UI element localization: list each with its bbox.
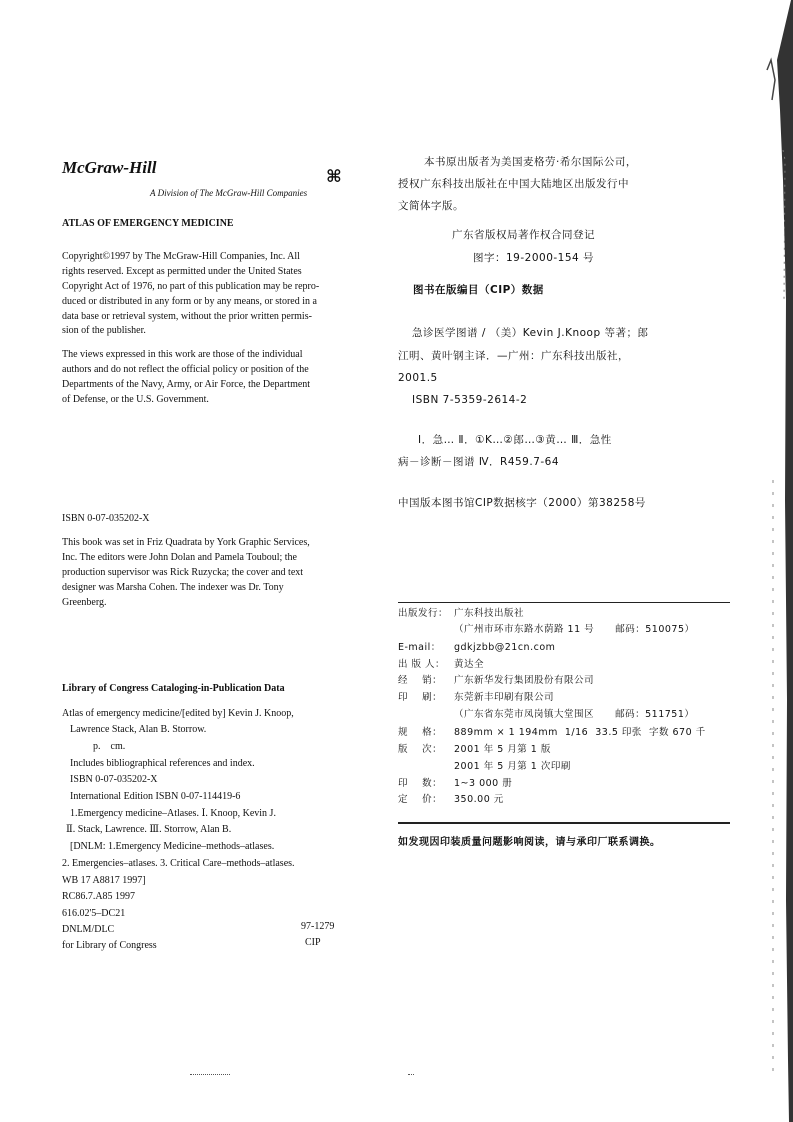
cn-cip-line: ISBN 7-5359-2614-2 [412, 394, 528, 406]
credits-line: designer was Marsha Cohen. The indexer was Dr. Tony [62, 582, 284, 593]
imprint-label: E-mail： [398, 642, 441, 653]
registration-line: 广东省版权局著作权合同登记 [452, 229, 595, 241]
imprint-label: 规 格： [398, 727, 443, 738]
cn-cip-line: 2001.5 [398, 372, 438, 384]
cip-line: Ⅱ. Stack, Lawrence. Ⅲ. Storrow, Alan B. [66, 824, 232, 835]
cip-number-line: 中国版本图书馆CIP数据核字（2000）第38258号 [398, 497, 646, 509]
imprint-value: 2001 年 5 月第 1 次印刷 [454, 761, 571, 772]
cn-cip-line: 江明、黄叶钢主译．—广州：广东科技出版社， [398, 350, 629, 362]
imprint-value: 889mm × 1 194mm 1/16 33.5 印张 字数 670 千 [454, 727, 706, 738]
cn-cip-heading: 图书在版编目（CIP）数据 [413, 284, 544, 296]
credits-line: production supervisor was Rick Ruzycka; the cover and text [62, 567, 304, 578]
cip-line: Includes bibliographical references and index. [70, 758, 255, 769]
imprint-label: 出 版 人： [398, 659, 446, 670]
copyright-line: duced or distributed in any form or by any means, or stored in a [62, 296, 317, 307]
cip-line: WB 17 A8817 1997] [62, 875, 146, 886]
cip-heading: Library of Congress Cataloging-in-Publication Data [62, 683, 285, 694]
scan-mark [190, 1074, 230, 1075]
imprint-value: gdkjzbb@21cn.com [454, 642, 556, 653]
views-line: The views expressed in this work are those of the individual [62, 349, 303, 360]
book-title: ATLAS OF EMERGENCY MEDICINE [62, 218, 234, 229]
cn-cip-line: 病－诊断－图谱 Ⅳ．R459.7-64 [398, 456, 560, 468]
views-line: Departments of the Navy, Army, or Air Force, the Department [62, 379, 311, 390]
cip-label: CIP [305, 937, 321, 948]
imprint-value: 东莞新丰印刷有限公司 [454, 692, 555, 703]
scan-edge-shadow [753, 0, 793, 1122]
scan-mark [408, 1074, 414, 1075]
copyright-line: Copyright Act of 1976, no part of this publication may be repro- [62, 281, 320, 292]
cip-line: RC86.7.A85 1997 [62, 891, 136, 902]
credits-line: Greenberg. [62, 597, 107, 608]
imprint-label: 印 数： [398, 778, 443, 789]
credits-line: This book was set in Friz Quadrata by York Graphic Services, [62, 537, 310, 548]
cip-line: DNLM/DLC [62, 924, 115, 935]
imprint-value: （广州市环市东路水荫路 11 号 邮码：510075） [454, 624, 695, 635]
imprint-label: 定 价： [398, 794, 443, 805]
imprint-value: 1~3 000 册 [454, 778, 513, 789]
copyright-line: Copyright©1997 by The McGraw-Hill Companies, Inc. All [62, 251, 300, 262]
cip-line: 2. Emergencies–atlases. 3. Critical Care–methods–atlases. [62, 858, 295, 869]
intro-line: 文简体字版。 [398, 200, 464, 212]
copyright-line: sion of the publisher. [62, 325, 146, 336]
imprint-value: 350.00 元 [454, 794, 504, 805]
intro-line: 授权广东科技出版社在中国大陆地区出版发行中 [398, 178, 629, 190]
imprint-label: 印 刷： [398, 692, 443, 703]
imprint-value: 黄达全 [454, 659, 485, 670]
imprint-label: 出版发行： [398, 608, 449, 619]
imprint-label: 经 销： [398, 675, 443, 686]
cip-line: 616.02'5–DC21 [62, 908, 126, 919]
publisher-logo-icon: ⌘ [326, 167, 342, 186]
division-line: A Division of The McGraw-Hill Companies [150, 188, 308, 198]
cip-line: [DNLM: 1.Emergency Medicine–methods–atlases. [70, 841, 275, 852]
copyright-line: data base or retrieval system, without the prior written permis- [62, 311, 312, 322]
imprint-value: （广东省东莞市凤岗镇大堂围区 邮码：511751） [454, 709, 695, 720]
cip-number: 97-1279 [301, 921, 335, 932]
cip-line: for Library of Congress [62, 940, 157, 951]
quality-notice: 如发现因印装质量问题影响阅读，请与承印厂联系调换。 [398, 837, 661, 848]
intro-line: 本书原出版者为美国麦格劳·希尔国际公司， [424, 156, 637, 168]
views-line: authors and do not reflect the official policy or position of the [62, 364, 309, 375]
cn-cip-line: 急诊医学图谱 / （美）Kevin J.Knoop 等著；郎 [412, 327, 649, 339]
cip-line: Atlas of emergency medicine/[edited by] Kevin J. Knoop, [62, 708, 294, 719]
publisher-name: McGraw-Hill [62, 158, 157, 177]
registration-line: 图字：19-2000-154 号 [473, 252, 595, 264]
cip-line: ISBN 0-07-035202-X [70, 774, 158, 785]
cip-line: Lawrence Stack, Alan B. Storrow. [70, 724, 207, 735]
imprint-value: 广东科技出版社 [454, 608, 525, 619]
imprint-label: 版 次： [398, 744, 443, 755]
cip-line: p. cm. [93, 741, 126, 752]
cip-line: International Edition ISBN 0-07-114419-6 [70, 791, 241, 802]
imprint-value: 2001 年 5 月第 1 版 [454, 744, 551, 755]
imprint-value: 广东新华发行集团股份有限公司 [454, 675, 595, 686]
cn-cip-line: Ⅰ．急… Ⅱ．①K…②郎…③黄… Ⅲ．急性 [418, 434, 612, 446]
divider [398, 602, 730, 603]
copyright-line: rights reserved. Except as permitted under the United States [62, 266, 302, 277]
credits-line: Inc. The editors were John Dolan and Pamela Touboul; the [62, 552, 297, 563]
isbn: ISBN 0-07-035202-X [62, 513, 150, 524]
cip-line: 1.Emergency medicine–Atlases. Ⅰ. Knoop, Kevin J. [70, 808, 276, 819]
views-line: of Defense, or the U.S. Government. [62, 394, 209, 405]
divider [398, 822, 730, 824]
